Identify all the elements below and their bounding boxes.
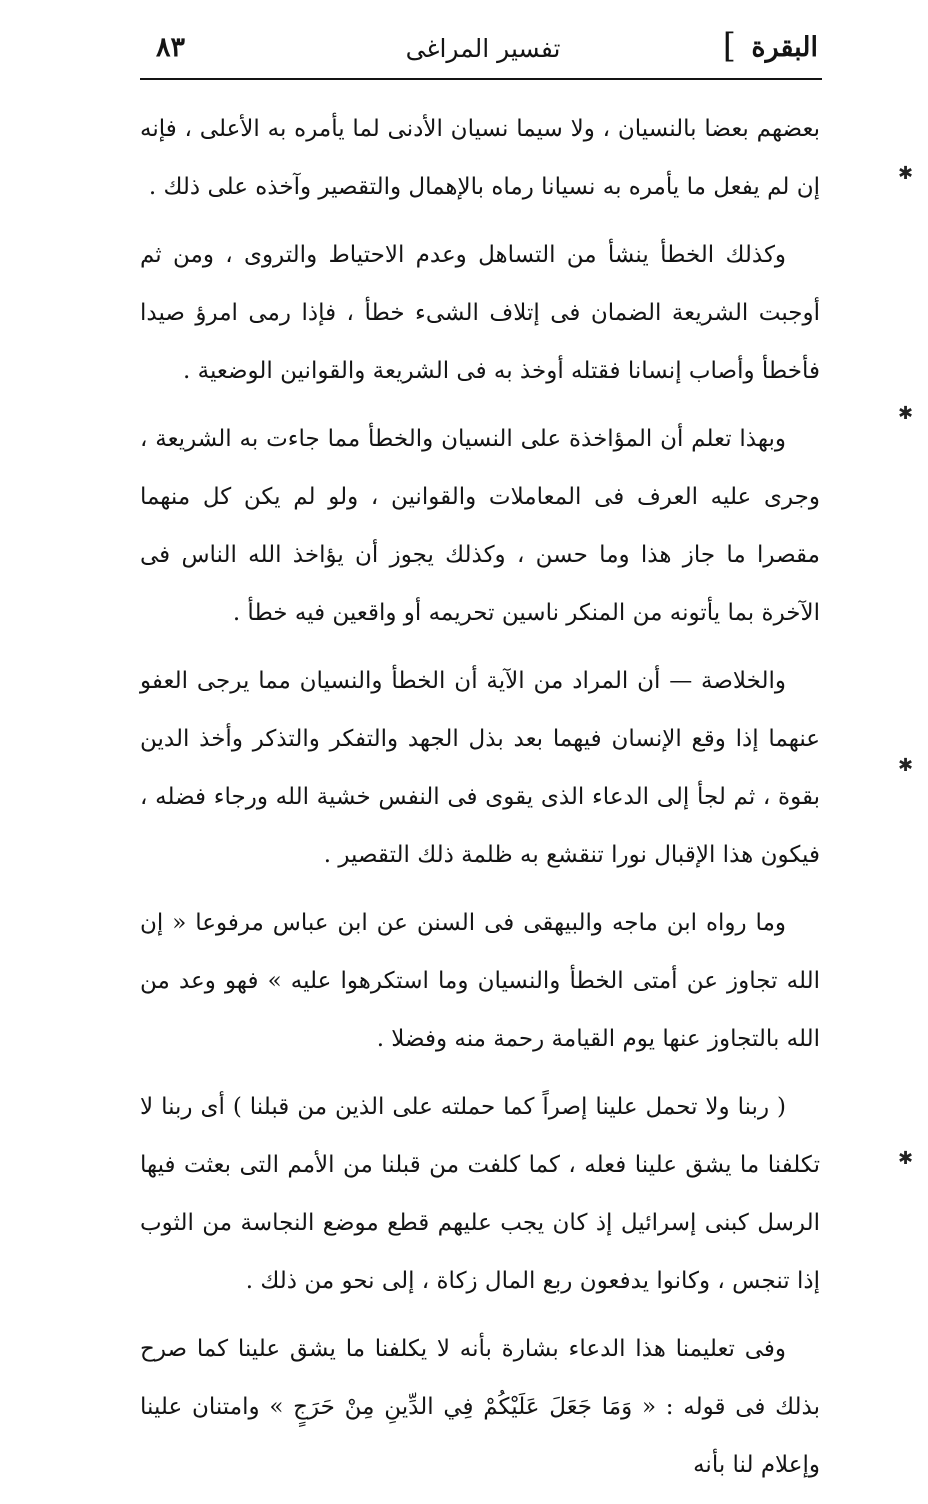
paragraph: والخلاصة — أن المراد من الآية أن الخطأ والنسيان مما يرجى العفو عنهما إذا وقع الإنسان فيهما بعد بذل الجهد والتفكر والتذكر وأخذ الدين بقوة ، ثم لجأ إلى الدعاء الذى يقوى فى النفس خشية الله ورجاء فضله ، فيكون هذا الإقبال نورا تنقشع به ظلمة ذلك التقصير .: [140, 668, 820, 868]
paragraph: وكذلك الخطأ ينشأ من التساهل وعدم الاحتياط والتروى ، ومن ثم أوجبت الشريعة الضمان فى إتلاف الشىء خطأ ، فإذا رمى امرؤ صيدا فأخطأ وأصاب إنسانا فقتله أوخذ به فى الشريعة والقوانين الوضعية .: [140, 242, 820, 384]
page-header: [148, 22, 818, 78]
header-rule: [140, 78, 822, 80]
binding-mark-icon: ✱: [898, 163, 914, 184]
header-bracket: ]: [722, 26, 736, 66]
book-title: تفسير المراغى: [405, 34, 561, 63]
paragraph: وفى تعليمنا هذا الدعاء بشارة بأنه لا يكلفنا ما يشق علينا كما صرح بذلك فى قوله : « وَمَا جَعَلَ عَلَيْكُمْ فِي الدِّينِ مِنْ حَرَجٍ » وامتنان علينا وإعلام لنا بأنه: [140, 1336, 820, 1478]
page-number: ٨٣: [156, 32, 186, 63]
paragraph: وما رواه ابن ماجه والبيهقى فى السنن عن ابن عباس مرفوعا « إن الله تجاوز عن أمتى الخطأ والنسيان وما استكرهوا عليه » فهو وعد من الله بالتجاوز عنها يوم القيامة رحمة منه وفضلا .: [140, 910, 820, 1052]
binding-mark-icon: ✱: [898, 1148, 914, 1169]
paragraph: وبهذا تعلم أن المؤاخذة على النسيان والخطأ مما جاءت به الشريعة ، وجرى عليه العرف فى المعاملات والقوانين ، ولو لم يكن كل منهما مقصرا ما جاز هذا وما حسن ، وكذلك يجوز أن يؤاخذ الله الناس فى الآخرة بما يأتونه من المنكر ناسين تحريمه أو واقعين فيه خطأ .: [140, 426, 820, 626]
surah-name: البقرة: [751, 32, 818, 63]
binding-mark-icon: ✱: [898, 755, 914, 776]
paragraph: ( ربنا ولا تحمل علينا إصراً كما حملته على الذين من قبلنا ) أى ربنا لا تكلفنا ما يشق علينا فعله ، كما كلفت من قبلنا من الأمم التى بعثت فيها الرسل كبنى إسرائيل إذ كان يجب عليهم قطع موضع النجاسة من الثوب إذا تنجس ، وكانوا يدفعون ربع المال زكاة ، إلى نحو من ذلك .: [140, 1094, 820, 1294]
paragraph: بعضهم بعضا بالنسيان ، ولا سيما نسيان الأدنى لما يأمره به الأعلى ، فإنه إن لم يفعل ما يأمره به نسيانا رماه بالإهمال والتقصير وآخذه على ذلك .: [140, 116, 820, 200]
body-text: [140, 100, 820, 1504]
binding-mark-icon: ✱: [898, 403, 914, 424]
